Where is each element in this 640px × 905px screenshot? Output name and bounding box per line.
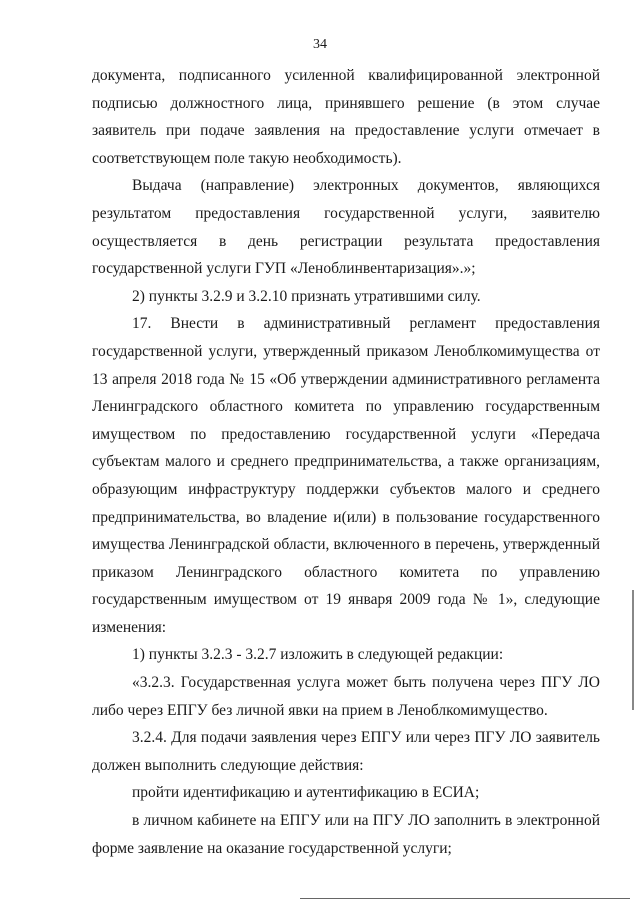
paragraph-new-edition-intro: 1) пункты 3.2.3 - 3.2.7 изложить в следующей редакции: xyxy=(132,646,504,664)
paragraph-identification: пройти идентификацию и аутентификацию в ЕСИА; xyxy=(132,784,480,802)
paragraph-3-2-4: 3.2.4. Для подачи заявления через ЕПГУ или через ПГУ ЛО заявитель должен выполнить следующие действия: xyxy=(92,729,600,774)
paragraph-issuance-of-documents: Выдача (направление) электронных документов, являющихся результатом предоставления государственной услуги, заявителю осуществляется в день регистрации результата предоставления государственной услуги ГУП «Леноблинвентаризация».»; xyxy=(92,177,600,278)
page-number: 34 xyxy=(313,37,327,52)
paragraph-item-17: 17. Внести в административный регламент предоставления государственной услуги, утвержденный приказом Леноблкомимущества от 13 апреля 2018 года № 15 «Об утверждении административного регламента Ленинградского областного комитета по управлению государственным имуществом по предоставлению государственной услуги «Передача субъектам малого и среднего предпринимательства, а также организациям, образующим инфраструктуру поддержки субъектов малого и среднего предпринимательства, во владение и(или) в пользование государственного имущества Ленинградской области, включенного в перечень, утвержденный приказом Ленинградского областного комитета по управлению государственным имуществом от 19 января 2009 года № 1», следующие изменения: xyxy=(92,315,600,636)
paragraph-signature-continuation: документа, подписанного усиленной квалифицированной электронной подписью должностного лица, принявшего решение (в этом случае заявитель при подаче заявления на предоставление услуги отмечает в соответствующем поле такую необходимость). xyxy=(92,67,600,167)
paragraph-personal-account: в личном кабинете на ЕПГУ или на ПГУ ЛО заполнить в электронной форме заявление на оказание государственной услуги; xyxy=(92,812,600,857)
scan-footer-line xyxy=(300,898,630,899)
document-body xyxy=(92,62,600,862)
scan-margin-mark xyxy=(632,590,634,710)
paragraph-3-2-3: «3.2.3. Государственная услуга может быть получена через ПГУ ЛО либо через ЕПГУ без личной явки на прием в Леноблкомимущество. xyxy=(92,674,600,719)
paragraph-repeal-items: 2) пункты 3.2.9 и 3.2.10 признать утратившими силу. xyxy=(132,287,481,305)
